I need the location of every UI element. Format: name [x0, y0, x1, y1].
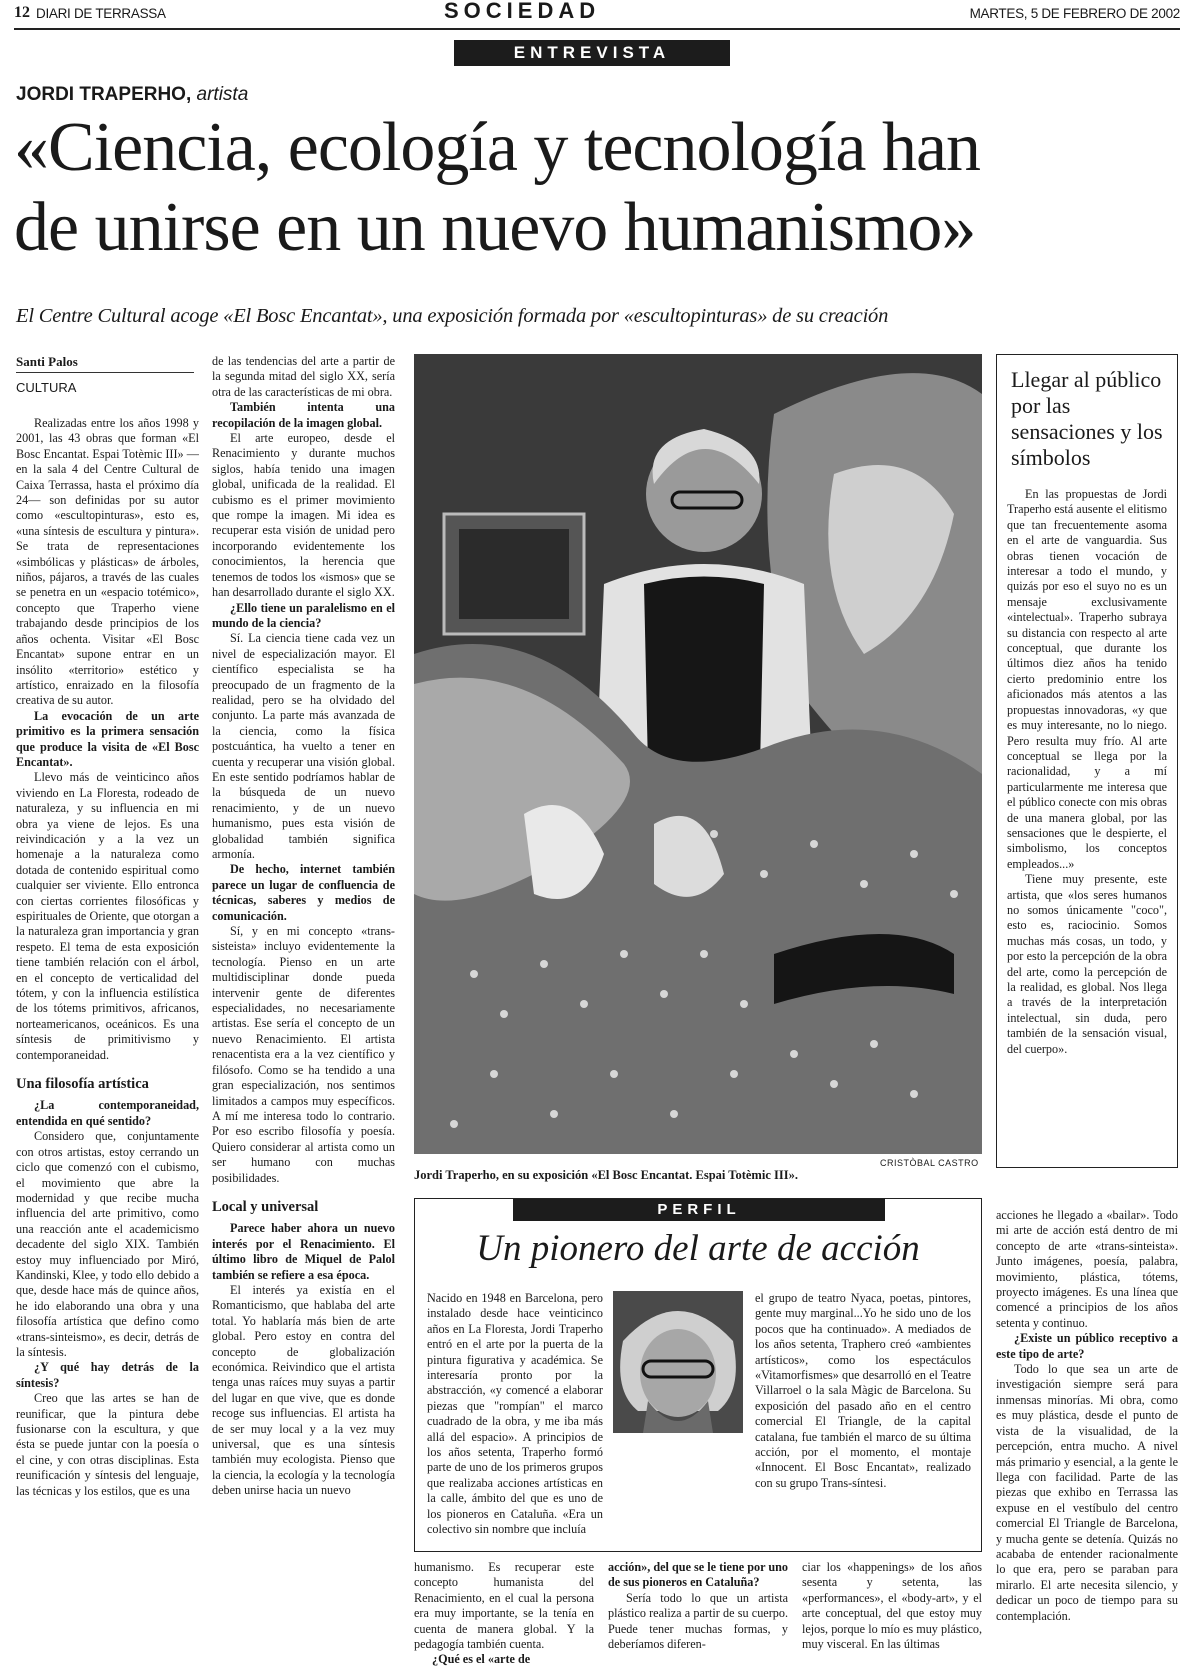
subheading: Local y universal [212, 1198, 319, 1215]
kicker-name: JORDI TRAPERHO, [16, 84, 192, 105]
sidebar-body [1007, 487, 1167, 1163]
paragraph: humanismo. Es recuperar este concepto humanista del Renacimiento, en el cual la persona era muy importante, se la tenía en cuenta de manera global. Y la pedagogía también cuenta. [414, 1560, 594, 1652]
headline-line-1: «Ciencia, ecología y tecnología han [14, 109, 981, 186]
paragraph: En las propuestas de Jordi Traperho está ausente el elitismo que tan frecuentemente asoma en el arte de vanguardia. Sus obras tienen vocación de interesar a todo el mundo, y quizás por eso el suyo no es un mensaje exclusivamente «intelectual». Traperho subraya su distancia con respecto al arte conceptual, que durante los últimos diez años ha tenido cierto predominio entre los aficionados más atentos a las propuestas innovadoras, «y que es muy interesante, no lo niego. Pero resulta muy frío. Al arte conceptual se llega por la racionalidad, y a mí particularmente me interesa que el público conecte con mis obras de una manera global, por las sensaciones que le despierte, el simbolismo, los conceptos empleados...» [1007, 487, 1167, 871]
paper-name: DIARI DE TERRASSA [36, 6, 166, 21]
perfil-box [414, 1198, 982, 1552]
paragraph: ciar los «happenings» de los años sesenta y setenta, las «performances», el «body-art», y el arte conceptual, del que estoy muy lejos, porque lo mío es muy plástico, muy visceral. En las últimas [802, 1560, 982, 1652]
page-number: 12 [14, 4, 30, 21]
perfil-column-3 [755, 1291, 971, 1545]
question: ¿Qué es el «arte de [432, 1652, 531, 1667]
kicker [16, 84, 248, 106]
subheading: Una filosofía artística [16, 1076, 149, 1093]
question: ¿Ello tiene un paralelismo en el mundo de la ciencia? [212, 600, 395, 630]
paragraph: Todo lo que sea un arte de investigación siempre será para inmensas minorías. Mi obra, como es muy plástica, desde el punto de vista de la visualidad, de la percepción, entra mucho. A nivel más primario y esencial, a la gente le llega con facilidad. Parte de las piezas que exhibo en Terrassa las expuse en el vestíbulo del centro comercial El Triangle de Barcelona, y mucha gente se detenía. Quizás no acababa de entender racionalmente lo que era, pero se paraban para mirarlo. El arte necesita silencio, y dedicar un poco de tiempo para su contemplación. [996, 1362, 1178, 1623]
headline-line-2: de unirse en un nuevo humanismo» [14, 189, 976, 266]
photo-credit: CRISTÒBAL CASTRO [880, 1158, 979, 1168]
section-title: SOCIEDAD [444, 0, 601, 23]
paragraph: Creo que las artes se han de reunificar, que la pintura debe fusionarse con la escultura, y que ésta se puede juntar con la poesía o el cine, y con otras disciplinas. Esta reunificación y síntesis del lenguaje, las técnicas y los estilos, que es una [16, 1391, 199, 1498]
question: ¿Existe un público receptivo a este tipo de arte? [996, 1331, 1178, 1361]
bottom-column-3 [802, 1560, 982, 1668]
sidebar-box [996, 354, 1178, 1168]
question: ¿Y qué hay detrás de la síntesis? [16, 1360, 199, 1390]
byline-section: CULTURA [16, 380, 77, 395]
portrait-illustration [613, 1291, 743, 1433]
kicker-role: artista [191, 84, 249, 105]
sidebar-title: Llegar al público por las sensaciones y los símbolos [1011, 367, 1163, 470]
question: Parece haber ahora un nuevo interés por el Renacimiento. El último libro de Miquel de Palol también se refiere a esa época. [212, 1221, 395, 1282]
bottom-column-1 [414, 1560, 594, 1668]
headline [14, 108, 1184, 268]
issue-date: MARTES, 5 DE FEBRERO DE 2002 [969, 6, 1180, 21]
question: ¿La contemporaneidad, entendida en qué sentido? [16, 1098, 199, 1128]
paragraph: acciones he llegado a «bailar». Todo mi arte de acción está dentro de mi concepto de arte «trans-sinteista». Junto imágenes, poesía, palabra, movimiento, plástica, tótems, proyecto imágenes. Es una línea que comencé a principios de los años setenta y continuo. [996, 1208, 1178, 1330]
paragraph: El interés ya existía en el Romanticismo, que hablaba del arte total. Yo hablaría más bien de arte global. Pero estoy en contra del concepto de globalización económica. Reivindico que el artista tenga unas raíces muy suyas a partir del lugar en que vive, que es donde recoge sus influencias. El artista ha de ser muy local y a la vez muy universal, que es una síntesis también muy ecologista. Pienso que la ciencia, la ecología y la tecnología deben unirse hacia un nuevo [212, 1282, 395, 1498]
paragraph: de las tendencias del arte a partir de la segunda mitad del siglo XX, sería otra de las características de mi obra. [212, 354, 395, 399]
byline-rule [16, 372, 194, 373]
question: La evocación de un arte primitivo es la primera sensación que produce la visita de «El Bosc Encantat». [16, 708, 199, 769]
paragraph: Realizadas entre los años 1998 y 2001, las 43 obras que forman «El Bosc Encantat. Espai Totèmic III» —en la sala 4 del Centre Cultural de Caixa Terrassa, hasta el próximo día 24— son definidas por su autor como «escultopinturas», esto es, «una síntesis de escultura y pintura». Se trata de representaciones «simbólicas y plásticas» de árboles, niños, pájaros, a través de las cuales se penetra en un «espacio totémico», concepto que Traperho viene trabajando desde principios de los años ochenta. Visitar «El Bosc Encantat» supone entrar en un insólito «territorio» estético y artístico, enraizado en la filosofía creativa de su autor. [16, 416, 199, 708]
question: De hecho, internet también parece un lugar de confluencia de técnicas, saberes y medios de comunicación. [212, 862, 395, 923]
paragraph: El arte europeo, desde el Renacimiento y durante muchos siglos, había tenido una imagen global, unificada de la realidad. El cubismo es el primer movimiento que rompe la imagen. Mi idea es recuperar esta visión de unidad pero incorporando evidentemente los conocimientos, la herencia que tenemos de todos los «ismos» que se han desarrollado durante el siglo XX. [212, 431, 395, 600]
paragraph: Sería todo lo que un artista plástico realiza a partir de su cuerpo. Puede tener muchas formas, y deberíamos diferen- [608, 1590, 788, 1652]
paragraph: Sí, y en mi concepto «trans-sisteista» incluyo evidentemente la tecnología. Pienso en un arte multidisciplinar donde pueda intervenir gente de diferentes especialidades, no necesariamente artistas. Ese sería el concepto de un nuevo Renacimiento. El artista renacentista era a la vez científico y filósofo. Como se ha tendido a una gran especialización, nos sentimos limitados a campos muy específicos. A mí me interesa todo lo contrario. Por eso escribo filosofía y poesía. Quiero considerar al artista como un ser humano con muchas posibilidades. [212, 924, 395, 1185]
perfil-portrait [613, 1291, 743, 1433]
article-column-6 [996, 1208, 1178, 1668]
subhead: El Centre Cultural acoge «El Bosc Encantat», una exposición formada por «escultopinturas» de su creación [16, 305, 889, 327]
byline: Santi Palos [16, 354, 78, 369]
header-rule [14, 28, 1180, 30]
perfil-column-1 [427, 1291, 603, 1545]
article-column-2 [212, 354, 395, 1564]
paragraph: Tiene muy presente, este artista, que «los seres humanos no somos únicamente "coco", esto es, raciocinio. Somos muchas más cosas, un todo, y por esto la percepción de la obra del arte, como la percepción de la realidad, es global. Nos llega a través de la interpretación intelectual, sin duda, pero también de la sensación visual, del cuerpo». [1007, 872, 1167, 1056]
perfil-title: Un pionero del arte de acción [476, 1228, 920, 1269]
paragraph: el grupo de teatro Nyaca, poetas, pintores, gente muy marginal...Yo he sido uno de los pocos que ha continuado». A mediados de los años setenta, Traphero creó «ambientes artísticos», como los espectáculos «Vitamorfismes» que desarrolló en el Teatre Villarroel o la sala Màgic de Barcelona. Su exposición del pasado año en el centro comercial El Triangle, de la capital catalana, fue también el marco de su última acción, por el momento, el montaje «Innocent. El Bosc Encantat», realizado con su grupo Trans-síntesi. [755, 1291, 971, 1490]
perfil-band: PERFIL [513, 1199, 885, 1221]
artist-photo [414, 354, 982, 1154]
paragraph: Llevo más de veinticinco años viviendo en La Floresta, rodeado de naturaleza, y su influencia en mi obra ya viene de lejos. Es una reivindicación y a la vez un homenaje a la naturaleza como dotada de contenido espiritual como cualquier ser viviente. Ello entronca con ciertas corrientes filosóficas y espirituales de Oriente, que otorgan a la naturaleza gran importancia y gran respeto. El tema de esta exposición tiene también relación con el árbol, en el concepto de verticalidad del tótem, y con la influencia estilística de los tótems primitivos, africanos, norteamericanos, oceánicos. Es una síntesis de primitivismo y contemporaneidad. [16, 770, 199, 1062]
question: También intenta una recopilación de la imagen global. [212, 400, 395, 430]
article-column-1 [16, 416, 199, 1668]
entrevista-band: ENTREVISTA [454, 40, 730, 66]
paragraph: Nacido en 1948 en Barcelona, pero instalado desde hace veinticinco años en La Floresta, Jordi Traperho entró en el arte por la puerta de la pintura figurativa y académica. Se interesaría pronto por la abstracción, «y comencé a elaborar piezas que "rompían" el marco cuadrado de la obra, y me iba más allá del espacio». A principios de los años setenta, Traperho formó parte de uno de los primeros grupos que realizaba acciones artísticas en la calle, ámbito del que es uno de los pioneros en Cataluña. «Era un colectivo sin nombre que incluía [427, 1291, 603, 1537]
photo-caption: Jordi Traperho, en su exposición «El Bosc Encantat. Espai Totèmic III». [414, 1168, 798, 1182]
paragraph: Sí. La ciencia tiene cada vez un nivel de especialización mayor. El científico especialista se ha preocupado de un fragmento de la realidad, pero se ha olvidado del conjunto. La parte más avanzada de la ciencia, como la física postcuántica, ha vuelto a tener en cuenta y recuperar una visión global. En este sentido podríamos hablar de la búsqueda de un nuevo renacimiento, y de un nuevo humanismo, pues esta visión de globalidad también significa armonía. [212, 631, 395, 861]
page-header [14, 2, 1180, 38]
question: acción», del que se le tiene por uno de sus pioneros en Cataluña? [608, 1560, 788, 1590]
paragraph: Considero que, conjuntamente con otros artistas, estoy cerrando un ciclo que comenzó con el cubismo, el movimiento que abre la modernidad y que recibe mucha influencia del arte primitivo, como una reacción ante el academicismo decadente del siglo XIX. También estoy muy influenciado por Miró, Kandinski, Klee, y todo ello debido a que, desde hace más de quince años, he ido elaborando una obra y una filosofía artística que defino como «trans-sinteismo», es decir, detrás de la síntesis. [16, 1129, 199, 1359]
bottom-column-2 [608, 1560, 788, 1668]
photo-illustration [414, 354, 982, 1154]
